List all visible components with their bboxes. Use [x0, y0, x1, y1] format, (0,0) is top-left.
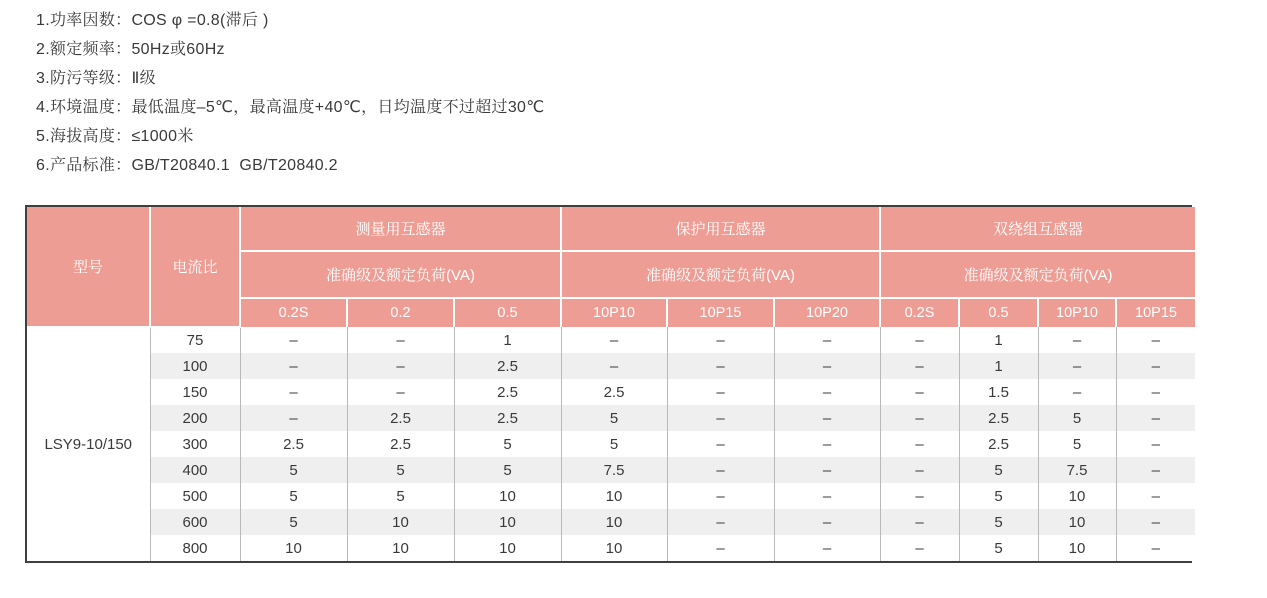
value-cell: –	[1038, 353, 1116, 379]
header-class-0.5: 0.5	[959, 298, 1038, 327]
value-cell: 5	[1038, 431, 1116, 457]
value-cell: –	[774, 509, 880, 535]
spec-note-3: 3.防污等级：Ⅱ级	[36, 70, 156, 87]
value-cell: 5	[959, 535, 1038, 561]
header-class-10p15: 10P15	[667, 298, 774, 327]
value-cell: 5	[561, 405, 667, 431]
value-cell: –	[774, 535, 880, 561]
value-cell: 7.5	[561, 457, 667, 483]
value-cell: –	[667, 535, 774, 561]
value-cell: –	[240, 353, 347, 379]
table-row-150	[27, 379, 1195, 405]
table-row-200	[27, 405, 1195, 431]
spec-notes	[36, 6, 545, 180]
value-cell: –	[880, 431, 959, 457]
header-subtitle-1: 准确级及额定负荷(VA)	[240, 251, 561, 298]
spec-note-4: 4.环境温度：最低温度–5℃，最高温度+40℃，日均温度不过超过30℃	[36, 99, 545, 116]
header-group-2: 保护用互感器	[561, 207, 880, 251]
value-cell: 1.5	[959, 379, 1038, 405]
header-class-0.2s: 0.2S	[880, 298, 959, 327]
header-ratio: 电流比	[150, 207, 240, 327]
header-model: 型号	[27, 207, 150, 327]
value-cell: 10	[1038, 509, 1116, 535]
header-class-10p10: 10P10	[561, 298, 667, 327]
spec-note-6: 6.产品标准：GB/T20840.1 GB/T20840.2	[36, 157, 338, 174]
value-cell: –	[1116, 483, 1195, 509]
value-cell: 2.5	[454, 353, 561, 379]
value-cell: –	[347, 353, 454, 379]
value-cell: 10	[454, 509, 561, 535]
value-cell: 5	[240, 483, 347, 509]
value-cell: –	[880, 483, 959, 509]
value-cell: 1	[959, 353, 1038, 379]
value-cell: 2.5	[959, 431, 1038, 457]
ratio-cell: 100	[150, 353, 240, 379]
value-cell: 10	[347, 509, 454, 535]
value-cell: 5	[959, 509, 1038, 535]
value-cell: 10	[240, 535, 347, 561]
value-cell: 7.5	[1038, 457, 1116, 483]
value-cell: 10	[1038, 535, 1116, 561]
header-class-10p10: 10P10	[1038, 298, 1116, 327]
header-class-10p20: 10P20	[774, 298, 880, 327]
value-cell: –	[1116, 457, 1195, 483]
value-cell: 5	[959, 457, 1038, 483]
value-cell: –	[774, 483, 880, 509]
value-cell: –	[1038, 327, 1116, 353]
table-row-800	[27, 535, 1195, 561]
value-cell: –	[880, 405, 959, 431]
ratio-cell: 200	[150, 405, 240, 431]
value-cell: –	[667, 509, 774, 535]
value-cell: –	[240, 405, 347, 431]
spec-note-5: 5.海拔高度：≤1000米	[36, 128, 194, 145]
table-row-400	[27, 457, 1195, 483]
value-cell: –	[561, 327, 667, 353]
value-cell: –	[880, 509, 959, 535]
value-cell: –	[667, 457, 774, 483]
header-group-1: 测量用互感器	[240, 207, 561, 251]
value-cell: –	[1116, 405, 1195, 431]
value-cell: –	[774, 457, 880, 483]
ratio-cell: 500	[150, 483, 240, 509]
value-cell: –	[347, 379, 454, 405]
value-cell: –	[1038, 379, 1116, 405]
value-cell: 2.5	[454, 405, 561, 431]
model-cell: LSY9-10/150	[27, 327, 150, 561]
value-cell: –	[667, 483, 774, 509]
value-cell: 2.5	[240, 431, 347, 457]
value-cell: 10	[561, 483, 667, 509]
header-class-0.2: 0.2	[347, 298, 454, 327]
header-class-10p15: 10P15	[1116, 298, 1195, 327]
ratio-cell: 600	[150, 509, 240, 535]
value-cell: 10	[454, 483, 561, 509]
table-row-500	[27, 483, 1195, 509]
value-cell: 2.5	[454, 379, 561, 405]
value-cell: 1	[454, 327, 561, 353]
value-cell: –	[1116, 535, 1195, 561]
header-subtitle-2: 准确级及额定负荷(VA)	[561, 251, 880, 298]
ratio-cell: 75	[150, 327, 240, 353]
ratio-cell: 300	[150, 431, 240, 457]
value-cell: –	[240, 327, 347, 353]
spec-table-wrap	[25, 205, 1192, 563]
value-cell: –	[774, 327, 880, 353]
value-cell: 2.5	[347, 405, 454, 431]
header-subtitle-3: 准确级及额定负荷(VA)	[880, 251, 1195, 298]
ratio-cell: 150	[150, 379, 240, 405]
value-cell: –	[1116, 431, 1195, 457]
value-cell: –	[880, 535, 959, 561]
value-cell: 5	[561, 431, 667, 457]
value-cell: 10	[347, 535, 454, 561]
value-cell: –	[667, 353, 774, 379]
value-cell: 2.5	[959, 405, 1038, 431]
header-group-3: 双绕组互感器	[880, 207, 1195, 251]
value-cell: 1	[959, 327, 1038, 353]
spec-note-1: 1.功率因数：COS φ =0.8(滞后 )	[36, 12, 269, 29]
value-cell: –	[774, 431, 880, 457]
value-cell: 5	[240, 509, 347, 535]
value-cell: –	[1116, 379, 1195, 405]
header-class-0.5: 0.5	[454, 298, 561, 327]
value-cell: –	[1116, 327, 1195, 353]
table-row-75	[27, 327, 1195, 353]
header-class-0.2s: 0.2S	[240, 298, 347, 327]
table-row-600	[27, 509, 1195, 535]
value-cell: 5	[454, 431, 561, 457]
value-cell: –	[880, 379, 959, 405]
value-cell: –	[774, 379, 880, 405]
value-cell: –	[561, 353, 667, 379]
value-cell: –	[667, 327, 774, 353]
value-cell: –	[347, 327, 454, 353]
ratio-cell: 400	[150, 457, 240, 483]
value-cell: 10	[561, 509, 667, 535]
value-cell: 5	[347, 457, 454, 483]
value-cell: –	[880, 457, 959, 483]
value-cell: –	[667, 431, 774, 457]
value-cell: –	[1116, 509, 1195, 535]
value-cell: 2.5	[561, 379, 667, 405]
ratio-cell: 800	[150, 535, 240, 561]
value-cell: 5	[1038, 405, 1116, 431]
spec-note-2: 2.额定频率：50Hz或60Hz	[36, 41, 225, 58]
value-cell: –	[774, 405, 880, 431]
value-cell: 10	[454, 535, 561, 561]
value-cell: –	[880, 353, 959, 379]
value-cell: –	[1116, 353, 1195, 379]
value-cell: –	[667, 379, 774, 405]
value-cell: 5	[240, 457, 347, 483]
value-cell: 10	[1038, 483, 1116, 509]
value-cell: –	[880, 327, 959, 353]
value-cell: 2.5	[347, 431, 454, 457]
value-cell: –	[667, 405, 774, 431]
table-row-300	[27, 431, 1195, 457]
value-cell: 5	[959, 483, 1038, 509]
value-cell: 5	[454, 457, 561, 483]
value-cell: 5	[347, 483, 454, 509]
value-cell: –	[240, 379, 347, 405]
value-cell: 10	[561, 535, 667, 561]
table-row-100	[27, 353, 1195, 379]
spec-table	[27, 207, 1195, 561]
value-cell: –	[774, 353, 880, 379]
